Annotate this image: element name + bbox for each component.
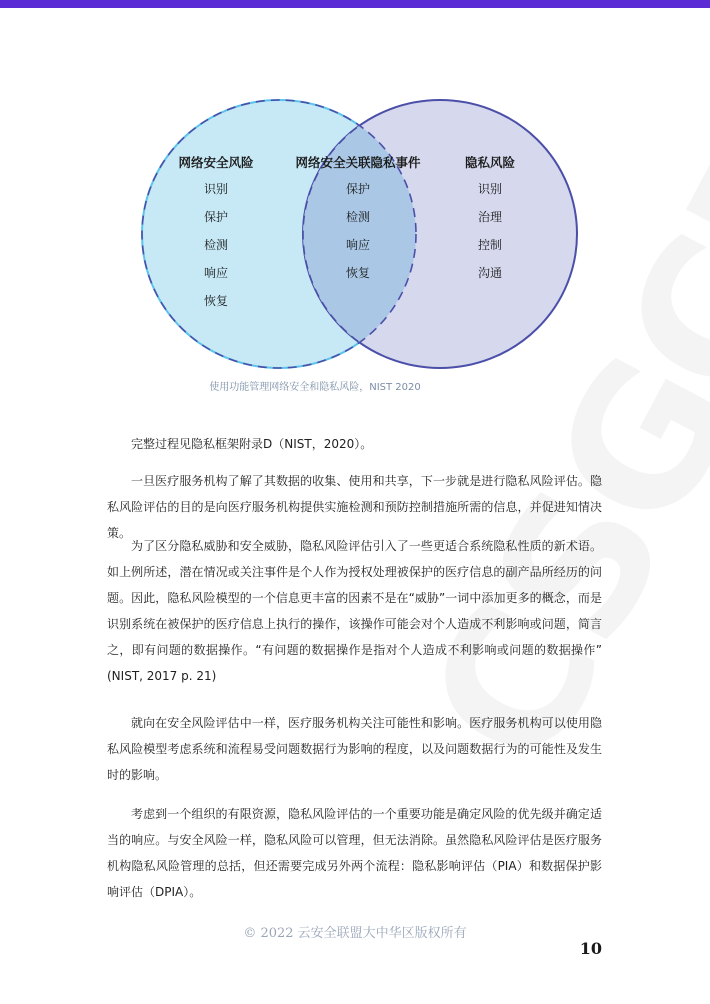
paragraph: 为了区分隐私威胁和安全威胁，隐私风险评估引入了一些更适合系统隐私性质的新术语。如上例所述，潜在情况或关注事件是个人作为授权处理被保护的医疗信息的副产品所经历的问题。因此，隐私风险模型的一个信息更丰富的因素不是在“威胁”一词中添加更多的概念，而是识别系统在被保护的医疗信息上执行的操作，该操作可能会对个人造成不利影响或问题，简言之，即有问题的数据操作。“有问题的数据操作是指对个人造成不利影响或问题的数据操作” (NIST, 2017 p. 21)	[107, 539, 602, 683]
center-item: 恢复	[345, 266, 371, 280]
top-accent-bar	[0, 0, 710, 8]
center-item: 响应	[345, 238, 371, 252]
right-item: 治理	[477, 210, 503, 224]
venn-diagram	[140, 98, 580, 370]
center-title: 网络安全关联隐私事件	[295, 155, 421, 170]
paragraph: 一旦医疗服务机构了解了其数据的收集、使用和共享，下一步就是进行隐私风险评估。隐私风险评估的目的是向医疗服务机构提供实施检测和预防控制措施所需的信息，并促进知情决策。	[107, 474, 602, 540]
left-item: 响应	[203, 266, 229, 280]
right-item: 识别	[477, 182, 503, 196]
venn-svg	[140, 98, 580, 370]
page-number: 10	[579, 939, 602, 958]
center-item: 检测	[345, 210, 371, 224]
copyright-footer: © 2022 云安全联盟大中华区版权所有	[243, 926, 467, 941]
right-circle-title: 隐私风险	[464, 155, 516, 170]
left-item: 保护	[203, 210, 229, 224]
right-item: 沟通	[477, 266, 503, 280]
left-item: 恢复	[203, 294, 229, 308]
left-item: 识别	[203, 182, 229, 196]
paragraph: 完整过程见隐私框架附录D（NIST，2020）。	[131, 437, 373, 451]
figure-caption: 使用功能管理网络安全和隐私风险，NIST 2020	[209, 382, 421, 393]
center-item: 保护	[345, 182, 371, 196]
left-circle-title: 网络安全风险	[178, 155, 254, 170]
paragraph: 就向在安全风险评估中一样，医疗服务机构关注可能性和影响。医疗服务机构可以使用隐私风险模型考虑系统和流程易受问题数据行为影响的程度，以及问题数据行为的可能性及发生时的影响。	[107, 716, 602, 782]
left-item: 检测	[203, 238, 229, 252]
right-item: 控制	[477, 238, 503, 252]
paragraph: 考虑到一个组织的有限资源，隐私风险评估的一个重要功能是确定风险的优先级并确定适当的响应。与安全风险一样，隐私风险可以管理，但无法消除。虽然隐私风险评估是医疗服务机构隐私风险管理的总括，但还需要完成另外两个流程：隐私影响评估（PIA）和数据保护影响评估（DPIA）。	[107, 807, 602, 899]
